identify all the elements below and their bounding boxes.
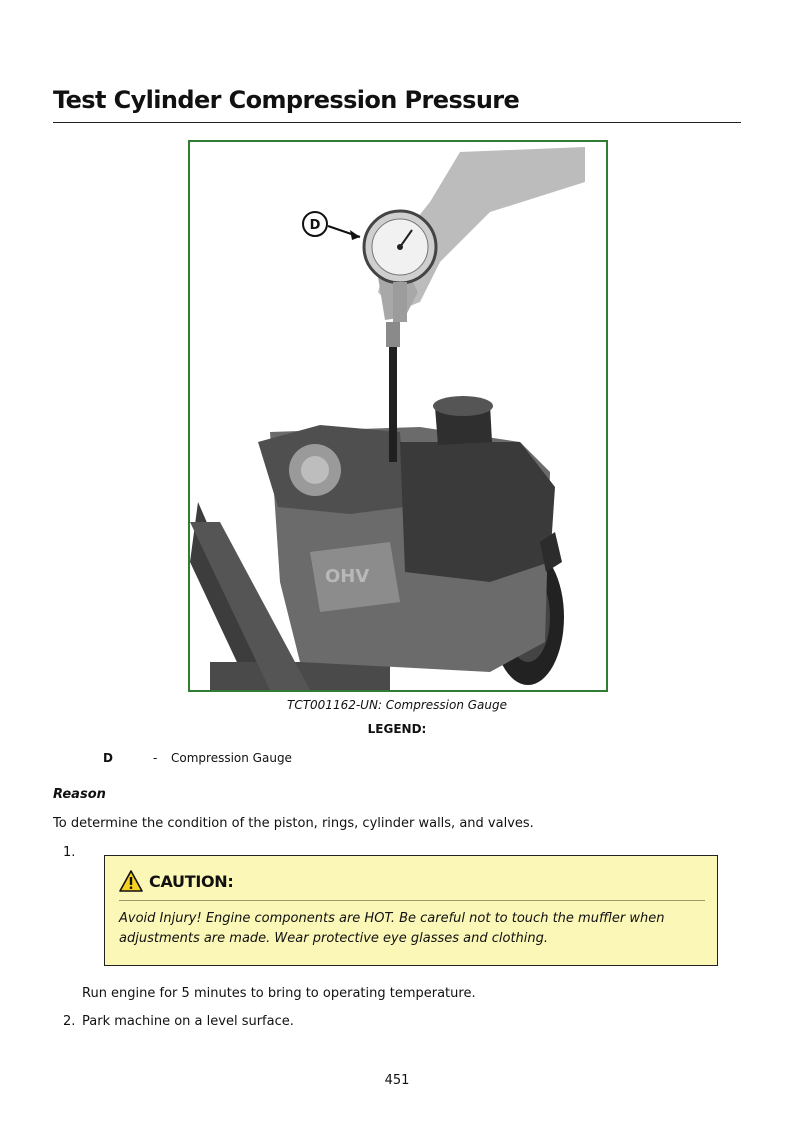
step-text: Run engine for 5 minutes to bring to operating temperature. [82,986,476,1001]
caution-divider [119,900,705,901]
legend-description: Compression Gauge [171,751,292,765]
reason-heading: Reason [53,787,106,802]
compression-gauge-figure [188,140,608,692]
figure-caption: TCT001162-UN: Compression Gauge [287,698,507,712]
caution-header [119,870,233,892]
legend-title: LEGEND: [367,722,427,736]
step-number: 2. [63,1014,76,1029]
step-text: Park machine on a level surface. [82,1014,294,1029]
caution-label: CAUTION: [149,871,234,891]
step-number: 1. [63,845,76,860]
svg-text:OHV: OHV [325,566,370,587]
callout-d-label: D [309,218,321,233]
page-title: Test Cylinder Compression Pressure [53,86,520,114]
engine-photo-illustration [190,142,606,690]
warning-triangle-icon [119,870,143,892]
legend-dash: - [153,751,158,765]
title-divider [53,122,741,123]
caution-text: Avoid Injury! Engine components are HOT. Be careful not to touch the muffler when adjustments are made. Wear protective eye glasses and clothing. [119,911,665,946]
legend-key: D [103,751,113,765]
reason-text: To determine the condition of the piston, rings, cylinder walls, and valves. [53,816,534,831]
page-number: 451 [384,1073,410,1088]
caution-box [104,855,718,966]
